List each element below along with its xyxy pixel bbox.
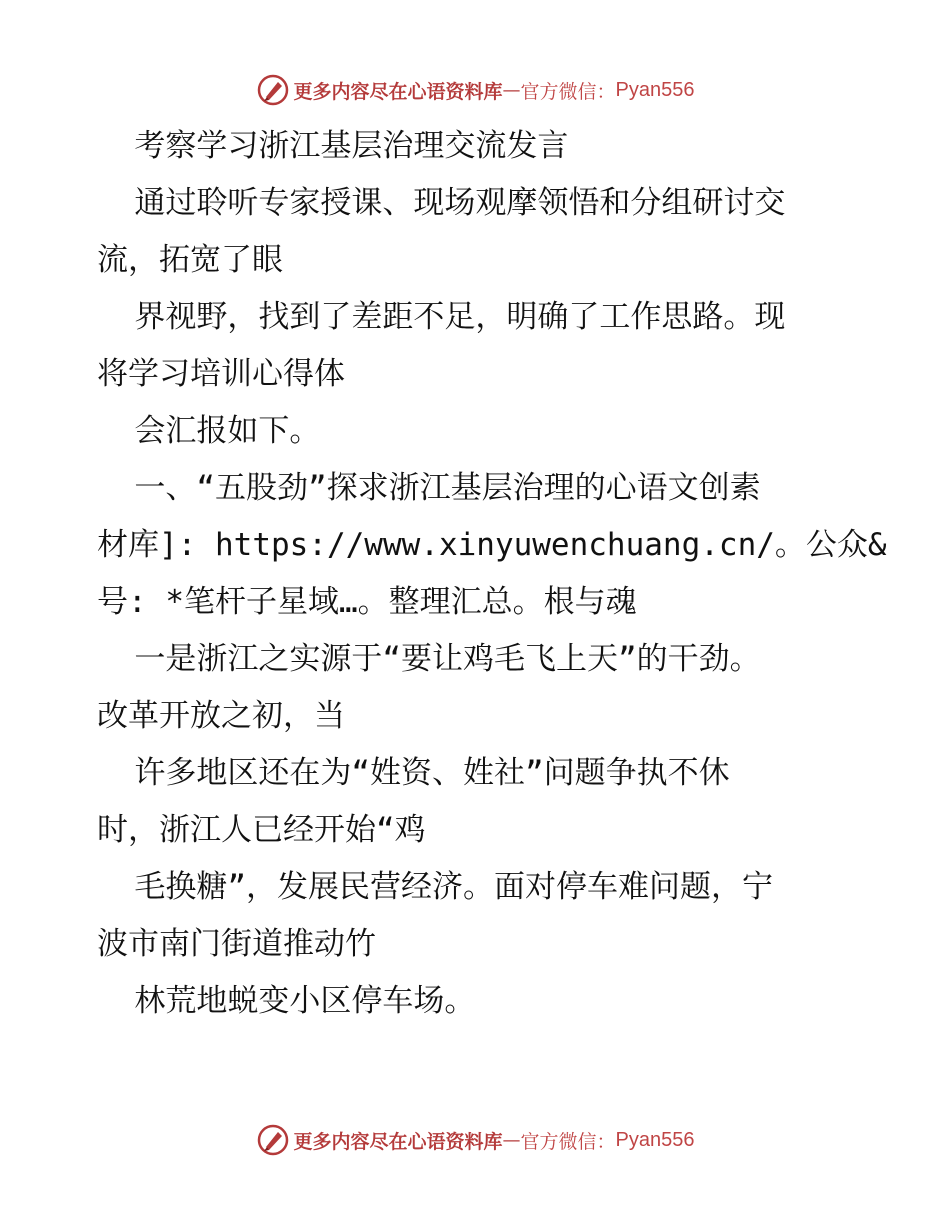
banner-separator: — [502,79,521,101]
banner-wechat-label: 官方微信： [520,80,616,103]
text-line: 时，浙江人已经开始“鸡 [97,812,426,848]
header-banner [0,70,950,110]
text-line: 号: *笔杆子星域…。整理汇总。根与魂 [97,584,637,620]
text-line: 改革开放之初，当 [97,698,345,734]
banner-wechat-label: 官方微信： [520,1130,616,1153]
pen-nib-logo-icon [256,73,290,107]
text-line: 波市南门街道推动竹 [97,926,376,962]
text-line: 林荒地蜕变小区停车场。 [97,983,476,1019]
text-line: 许多地区还在为“姓资、姓社”问题争执不休 [97,755,730,791]
text-line: 毛换糖”，发展民营经济。面对停车难问题，宁 [97,869,773,905]
text-line: 将学习培训心得体 [97,356,345,392]
text-line: 材库]: https://www.xinyuwenchuang.cn/。公众& [97,527,887,563]
banner-wechat-id: Pyan556 [615,1128,695,1151]
banner-title: 更多内容尽在心语资料库 [293,80,503,103]
footer-banner [0,1120,950,1160]
pen-nib-logo-icon [256,1123,290,1157]
section-heading: 一、“五股劲”探求浙江基层治理的心语文创素 [97,470,761,506]
banner-separator: — [502,1129,521,1151]
text-line: 界视野，找到了差距不足，明确了工作思路。现 [97,299,786,335]
text-line: 通过聆听专家授课、现场观摩领悟和分组研讨交 [97,185,786,221]
document-title: 考察学习浙江基层治理交流发言 [97,128,569,164]
text-line: 流，拓宽了眼 [97,242,283,278]
text-line: 一是浙江之实源于“要让鸡毛飞上天”的干劲。 [97,641,761,677]
text-line: 会汇报如下。 [97,413,321,449]
document-body [97,118,887,1030]
banner-title: 更多内容尽在心语资料库 [293,1130,503,1153]
banner-wechat-id: Pyan556 [615,78,695,101]
